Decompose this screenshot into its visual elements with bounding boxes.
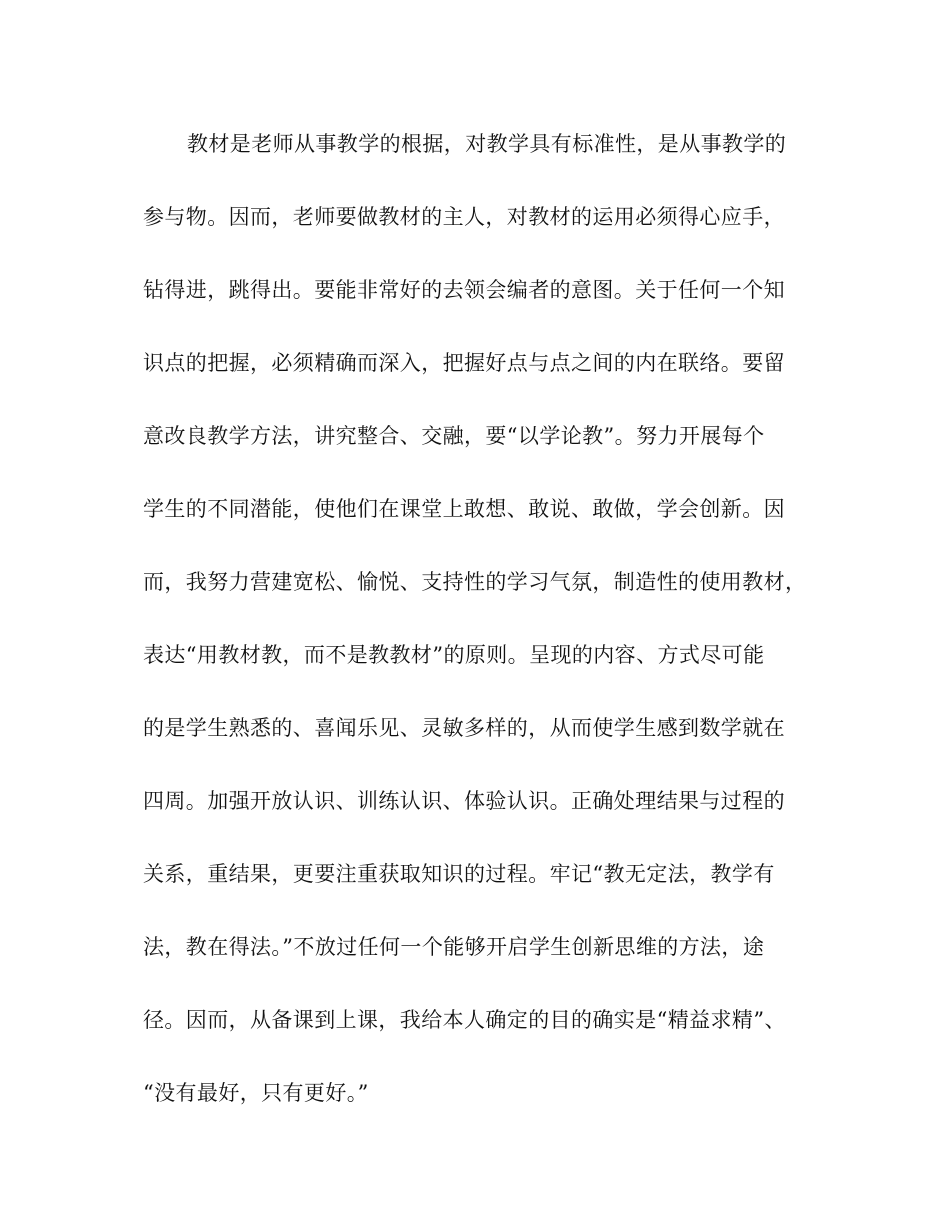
paragraph-line: 径。因而，从备课到上课，我给本人确定的目的确实是“精益求精”、 (143, 1008, 786, 1032)
paragraph-line: 法，教在得法。”不放过任何一个能够开启学生创新思维的方法，途 (143, 935, 765, 959)
paragraph-line: 学生的不同潜能，使他们在课堂上敢想、敢说、敢做，学会创新。因 (143, 497, 785, 521)
paragraph-line: 表达“用教材教，而不是教教材”的原则。呈现的内容、方式尽可能 (143, 643, 765, 667)
paragraph-line: 教材是老师从事教学的根据，对教学具有标准性，是从事教学的 (187, 132, 787, 156)
paragraph-line: 关系，重结果，更要注重获取知识的过程。牢记“教无定法，教学有 (143, 862, 775, 886)
paragraph-line: 而，我努力营建宽松、愉悦、支持性的学习气氛，制造性的使用教材， (143, 570, 807, 594)
paragraph-line: 意改良教学方法，讲究整合、交融，要“以学论教”。努力开展每个 (143, 424, 765, 448)
paragraph-line: 的是学生熟悉的、喜闻乐见、灵敏多样的，从而使学生感到数学就在 (143, 716, 785, 740)
paragraph-line: 识点的把握，必须精确而深入，把握好点与点之间的内在联络。要留 (143, 351, 785, 375)
paragraph-line: 钻得进，跳得出。要能非常好的去领会编者的意图。关于任何一个知 (143, 278, 785, 302)
paragraph-line: “没有最好，只有更好。” (143, 1081, 369, 1105)
paragraph-line: 四周。加强开放认识、训练认识、体验认识。正确处理结果与过程的 (143, 789, 785, 813)
paragraph-line: 参与物。因而，老师要做教材的主人，对教材的运用必须得心应手， (143, 205, 785, 229)
